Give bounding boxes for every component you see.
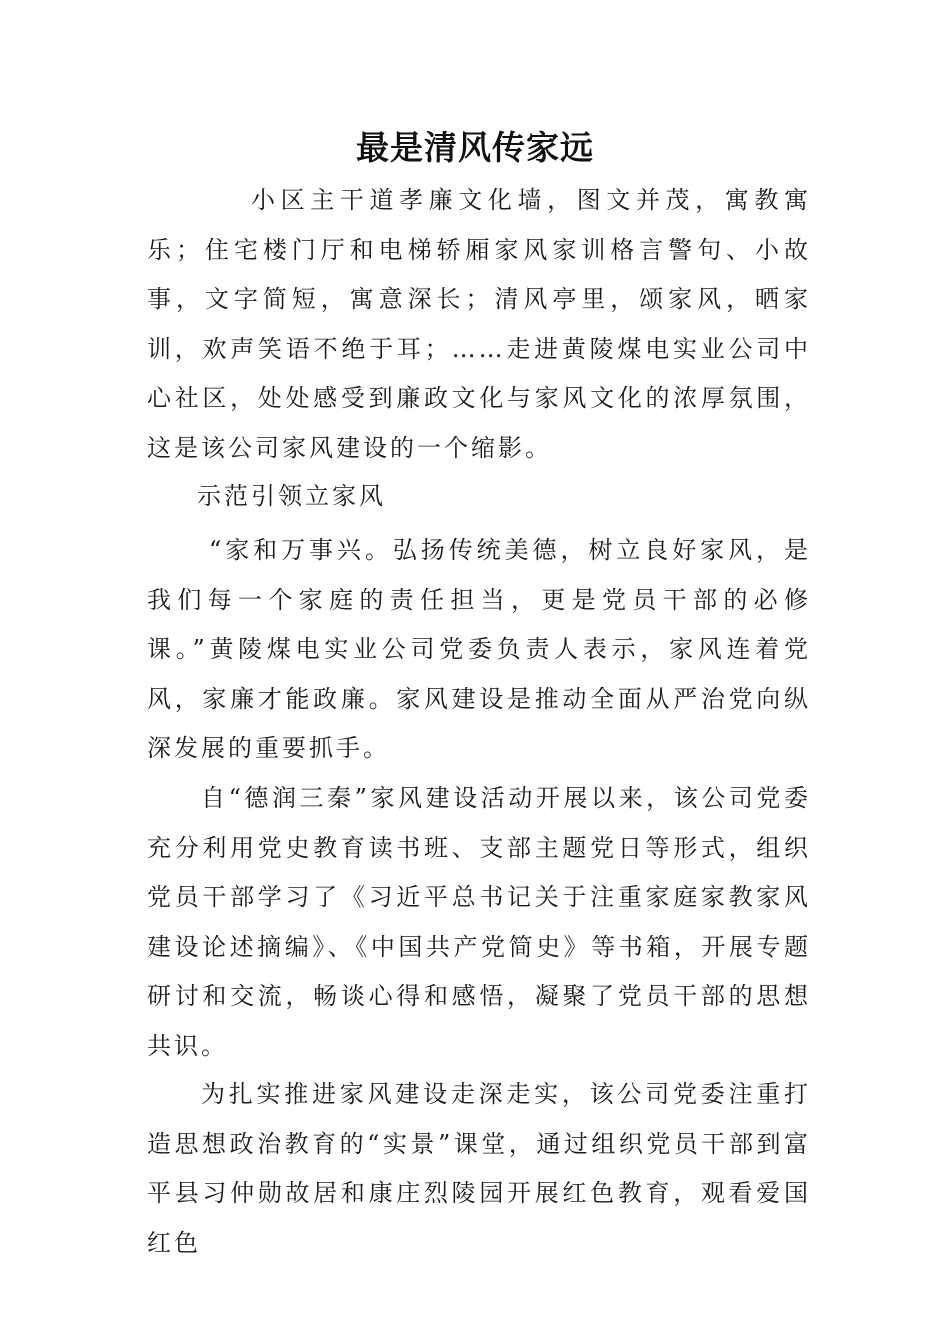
document-title: 最是清风传家远 xyxy=(356,128,594,167)
paragraph-education: 为扎实推进家风建设走深走实，该公司党委注重打造思想政治教育的“实景”课堂，通过组织党员干部到富平县习仲勋故居和康庄烈陵园开展红色教育，观看爱国红色 xyxy=(147,1080,811,1257)
section-heading: 示范引领立家风 xyxy=(197,482,386,510)
paragraph-quote: “家和万事兴。弘扬传统美德，树立良好家风，是我们每一个家庭的责任担当，更是党员干部的必修课。”黄陵煤电实业公司党委负责人表示，家风连着党风，家廉才能政廉。家风建设是推动全面从严治党向纵深发展的重要抓手。 xyxy=(147,536,811,762)
paragraph-study: 自“德润三秦”家风建设活动开展以来，该公司党委充分利用党史教育读书班、支部主题党日等形式，组织党员干部学习了《习近平总书记关于注重家庭家教家风建设论述摘编》、《中国共产党简史》等书箱，开展专题研讨和交流，畅谈心得和感悟，凝聚了党员干部的思想共识。 xyxy=(147,784,811,1060)
paragraph-intro: 小区主干道孝廉文化墙，图文并茂，寓教寓乐；住宅楼门厅和电梯轿厢家风家训格言警句、小故事，文字简短，寓意深长；清风亭里，颂家风，晒家训，欢声笑语不绝于耳；……走进黄陵煤电实业公司中心社区，处处感受到廉政文化与家风文化的浓厚氛围，这是该公司家风建设的一个缩影。 xyxy=(147,186,811,462)
